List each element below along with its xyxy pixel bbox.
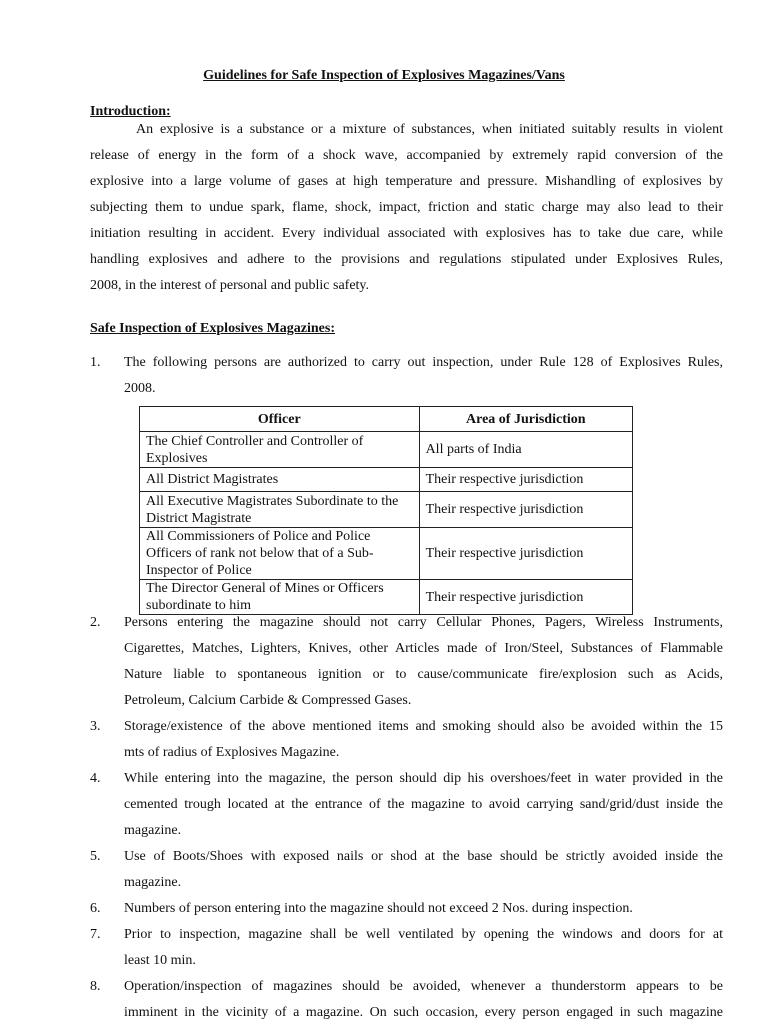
item-line: magazine. xyxy=(124,823,182,838)
table-row xyxy=(140,492,633,528)
item-number: 8. xyxy=(90,979,101,994)
item-line: Persons entering the magazine should not carry Cellular Phones, Pagers, Wireless Instruments, xyxy=(124,615,723,630)
item-line: Cigarettes, Matches, Lighters, Knives, other Articles made of Iron/Steel, Substances of Flammable xyxy=(124,641,723,656)
table-cell-area: Their respective jurisdiction xyxy=(419,492,632,528)
table-cell-officer: All District Magistrates xyxy=(140,468,420,492)
table-cell-officer: All Executive Magistrates Subordinate to the District Magistrate xyxy=(140,492,420,528)
item-line: 2008. xyxy=(124,381,156,396)
intro-line: initiation resulting in accident. Every individual associated with explosives has to take due care, while xyxy=(90,226,723,241)
item-number: 2. xyxy=(90,615,101,630)
table-row xyxy=(140,432,633,468)
item-line: Use of Boots/Shoes with exposed nails or shod at the base should be strictly avoided inside the xyxy=(124,849,723,864)
item-line: least 10 min. xyxy=(124,953,196,968)
table-cell-area: Their respective jurisdiction xyxy=(419,468,632,492)
item-number: 6. xyxy=(90,901,101,916)
intro-line: handling explosives and adhere to the provisions and regulations stipulated under Explosives Rules, xyxy=(90,252,723,267)
item-line: Prior to inspection, magazine shall be well ventilated by opening the windows and doors for at xyxy=(124,927,723,942)
item-number: 1. xyxy=(90,355,101,370)
item-line: mts of radius of Explosives Magazine. xyxy=(124,745,340,760)
item-line: cemented trough located at the entrance of the magazine to avoid carrying sand/grid/dust inside the xyxy=(124,797,723,812)
document-title: Guidelines for Safe Inspection of Explosives Magazines/Vans xyxy=(203,68,565,83)
intro-line: An explosive is a substance or a mixture of substances, when initiated suitably results in violent xyxy=(136,122,723,137)
item-line: Nature liable to spontaneous ignition or to cause/communicate fire/explosion such as Acids, xyxy=(124,667,723,682)
item-line: magazine. xyxy=(124,875,182,890)
item-line: Petroleum, Calcium Carbide & Compressed Gases. xyxy=(124,693,412,708)
table-header-row xyxy=(140,407,633,432)
item-line: Operation/inspection of magazines should be avoided, whenever a thunderstorm appears to be xyxy=(124,979,723,994)
item-line: While entering into the magazine, the person should dip his overshoes/feet in water provided in the xyxy=(124,771,723,786)
table-cell-area: Their respective jurisdiction xyxy=(419,580,632,615)
table-row xyxy=(140,580,633,615)
item-number: 7. xyxy=(90,927,101,942)
table-cell-officer: All Commissioners of Police and Police Officers of rank not below that of a Sub-Inspector of Police xyxy=(140,528,420,580)
intro-line: explosive into a large volume of gases at high temperature and pressure. Mishandling of explosives by xyxy=(90,174,723,189)
introduction-heading: Introduction: xyxy=(90,104,171,119)
item-line: Storage/existence of the above mentioned items and smoking should also be avoided within the 15 xyxy=(124,719,723,734)
jurisdiction-table xyxy=(139,406,633,615)
item-number: 5. xyxy=(90,849,101,864)
item-line: Numbers of person entering into the magazine should not exceed 2 Nos. during inspection. xyxy=(124,901,633,916)
table-header-area: Area of Jurisdiction xyxy=(419,407,632,432)
intro-line: release of energy in the form of a shock wave, accompanied by extremely rapid conversion of the xyxy=(90,148,723,163)
table-row xyxy=(140,468,633,492)
intro-line: 2008, in the interest of personal and public safety. xyxy=(90,278,370,293)
item-number: 3. xyxy=(90,719,101,734)
table-cell-area: Their respective jurisdiction xyxy=(419,528,632,580)
item-line: The following persons are authorized to carry out inspection, under Rule 128 of Explosives Rules, xyxy=(124,355,723,370)
table-header-officer: Officer xyxy=(140,407,420,432)
item-number: 4. xyxy=(90,771,101,786)
table-cell-area: All parts of India xyxy=(419,432,632,468)
intro-line: subjecting them to undue spark, flame, shock, impact, friction and static charge may also lead to their xyxy=(90,200,723,215)
table-row xyxy=(140,528,633,580)
item-line: imminent in the vicinity of a magazine. On such occasion, every person engaged in such magazine xyxy=(124,1005,723,1020)
table-cell-officer: The Director General of Mines or Officers subordinate to him xyxy=(140,580,420,615)
table-cell-officer: The Chief Controller and Controller of Explosives xyxy=(140,432,420,468)
section-heading: Safe Inspection of Explosives Magazines: xyxy=(90,321,335,336)
